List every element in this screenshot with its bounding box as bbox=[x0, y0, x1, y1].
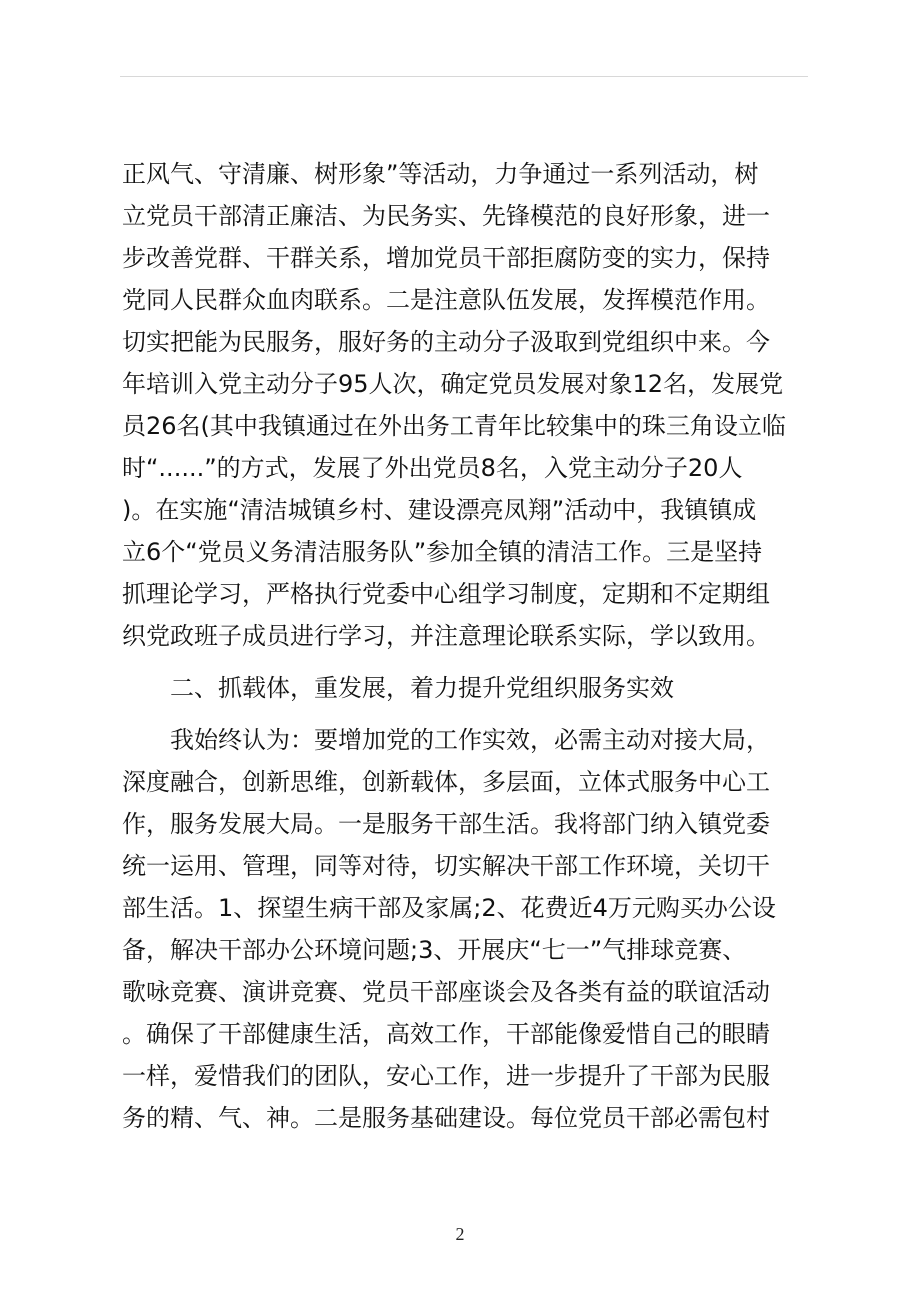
text-line: 织党政班子成员进行学习，并注意理论联系实际，学以致用。 bbox=[122, 622, 770, 650]
document-body bbox=[122, 153, 808, 1139]
text-line: 党同人民群众血肉联系。二是注意队伍发展，发挥模范作用。 bbox=[122, 286, 770, 314]
text-line: 时“......”的方式，发展了外出党员8名，入党主动分子20人 bbox=[122, 454, 743, 482]
text-line: 歌咏竞赛、演讲竞赛、党员干部座谈会及各类有益的联谊活动 bbox=[122, 978, 770, 1006]
text-line: 作，服务发展大局。一是服务干部生活。我将部门纳入镇党委 bbox=[122, 810, 770, 838]
text-line: 我始终认为：要增加党的工作实效，必需主动对接大局， bbox=[170, 726, 770, 754]
text-line: 抓理论学习，严格执行党委中心组学习制度，定期和不定期组 bbox=[122, 580, 770, 608]
text-line: )。在实施“清洁城镇乡村、建设漂亮凤翔”活动中，我镇镇成 bbox=[122, 496, 757, 524]
text-line: 。确保了干部健康生活，高效工作，干部能像爱惜自己的眼睛 bbox=[122, 1020, 770, 1048]
text-line: 切实把能为民服务，服好务的主动分子汲取到党组织中来。今 bbox=[122, 328, 770, 356]
text-line: 务的精、气、神。二是服务基础建设。每位党员干部必需包村 bbox=[122, 1104, 770, 1132]
text-line: 统一运用、管理，同等对待，切实解决干部工作环境，关切干 bbox=[122, 852, 770, 880]
page-number: 2 bbox=[455, 1224, 465, 1244]
paragraph-1 bbox=[122, 153, 808, 657]
section-heading: 二、抓载体，重发展，着力提升党组织服务实效 bbox=[170, 674, 674, 702]
header-rule bbox=[120, 76, 808, 77]
paragraph-2 bbox=[122, 719, 808, 1139]
text-line: 备，解决干部办公环境问题;3、开展庆“七一”气排球竞赛、 bbox=[122, 936, 747, 964]
text-line: 正风气、守清廉、树形象”等活动，力争通过一系列活动，树 bbox=[122, 160, 759, 188]
text-line: 部生活。1、探望生病干部及家属;2、花费近4万元购买办公设 bbox=[122, 894, 776, 922]
text-line: 一样，爱惜我们的团队，安心工作，进一步提升了干部为民服 bbox=[122, 1062, 770, 1090]
text-line: 员26名(其中我镇通过在外出务工青年比较集中的珠三角设立临 bbox=[122, 412, 786, 440]
text-line: 立党员干部清正廉洁、为民务实、先锋模范的良好形象，进一 bbox=[122, 202, 770, 230]
text-line: 步改善党群、干群关系，增加党员干部拒腐防变的实力，保持 bbox=[122, 244, 770, 272]
text-line: 深度融合，创新思维，创新载体，多层面，立体式服务中心工 bbox=[122, 768, 770, 796]
text-line: 年培训入党主动分子95人次，确定党员发展对象12名，发展党 bbox=[122, 370, 784, 398]
text-line: 立6个“党员义务清洁服务队”参加全镇的清洁工作。三是坚持 bbox=[122, 538, 763, 566]
